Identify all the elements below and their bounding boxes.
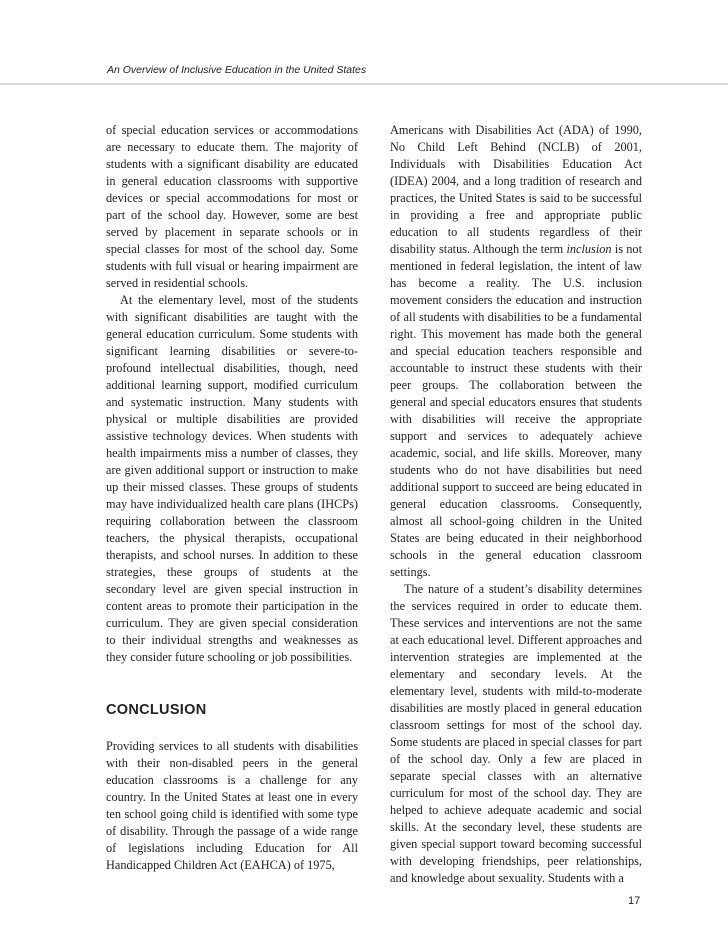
running-header: An Overview of Inclusive Education in the United States [107, 64, 367, 76]
left-paragraph-2: At the elementary level, most of the students with significant disabilities are taught with the general education curriculum. Some students with significant learning disabilities or severe-to-profound intellectual disabilities, though, need additional learning support, modified curriculum and systematic instruction. Many students with physical or multiple disabilities are provided assistive technology devices. When students with health impairments miss a number of classes, they are given additional support or instruction to make up their missed classes. These groups of students may have individualized health care plans (IHCPs) requiring collaboration between the classroom teachers, the physical therapists, occupational therapists, and school nurses. In addition to these strategies, these groups of students at the secondary level are given special instruction in content areas to promote their participation in the curriculum. They are given special consideration to their individual strengths and weaknesses as they consider future schooling or job possibilities. [106, 293, 358, 664]
left-paragraph-3: Providing services to all students with disabilities with their non-disabled peers in the general education classrooms is a challenge for any country. In the United States at least one in every ten school going child is identified with some type of disability. Through the passage of a wide range of legislations including Education for All Handicapped Children Act (EAHCA) of 1975, [106, 739, 358, 872]
right-paragraph-1-part-a: Americans with Disabilities Act (ADA) of 1990, No Child Left Behind (NCLB) of 2001, Individuals with Disabilities Education Act (IDEA) 2004, and a long tradition of research and practices, the United States is said to be successful in providing a free and appropriate public education to all students regardless of their disability status. Although the term [390, 123, 642, 256]
right-paragraph-2: The nature of a student’s disability determines the services required in order to educate them. These services and interventions are not the same at each educational level. Different approaches and intervention strategies are implemented at the elementary and secondary levels. At the elementary level, students with mild-to-moderate disabilities are mostly placed in general education classroom settings for most of the school day. Some students are placed in special classes for part of the school day. Only a few are placed in separate special classes with an alternative curriculum for most of the school day. They are helped to achieve adequate academic and social skills. At the secondary level, these students are given special support toward becoming successful with developing friendships, peer relationships, and knowledge about sexuality. Students with a [390, 582, 642, 885]
left-paragraph-1: of special education services or accommodations are necessary to educate them. The majority of students with a significant disability are educated in general education classrooms with supportive devices or special accommodations for most or part of the school day. However, some are best served by placement in separate schools or in special classes for most of the school day. Some students with full visual or hearing impairment are served in residential schools. [106, 123, 358, 290]
term-inclusion: inclusion [566, 242, 612, 256]
left-column [106, 122, 358, 874]
right-column [390, 122, 642, 887]
right-paragraph-1-part-b: is not mentioned in federal legislation, the intent of law has become a reality. The U.S. inclusion movement considers the education and instruction of all students with disabilities to be a fundamental right. This movement has made both the general and special education teachers responsible and accountable to instruct these students with their peer groups. The collaboration between the general and special educators ensures that students with disabilities will receive the appropriate support and services to adequately achieve academic, social, and life skills. Moreover, many students who do not have disabilities but need additional support to succeed are being educated in general education classrooms. Consequently, almost all school-going children in the United States are being educated in their neighborhood schools in the general education classroom settings. [390, 242, 642, 579]
header-rule [0, 83, 728, 85]
section-heading-conclusion: CONCLUSION [106, 702, 207, 718]
right-paragraph-1 [390, 122, 642, 581]
page-number: 17 [628, 895, 641, 907]
